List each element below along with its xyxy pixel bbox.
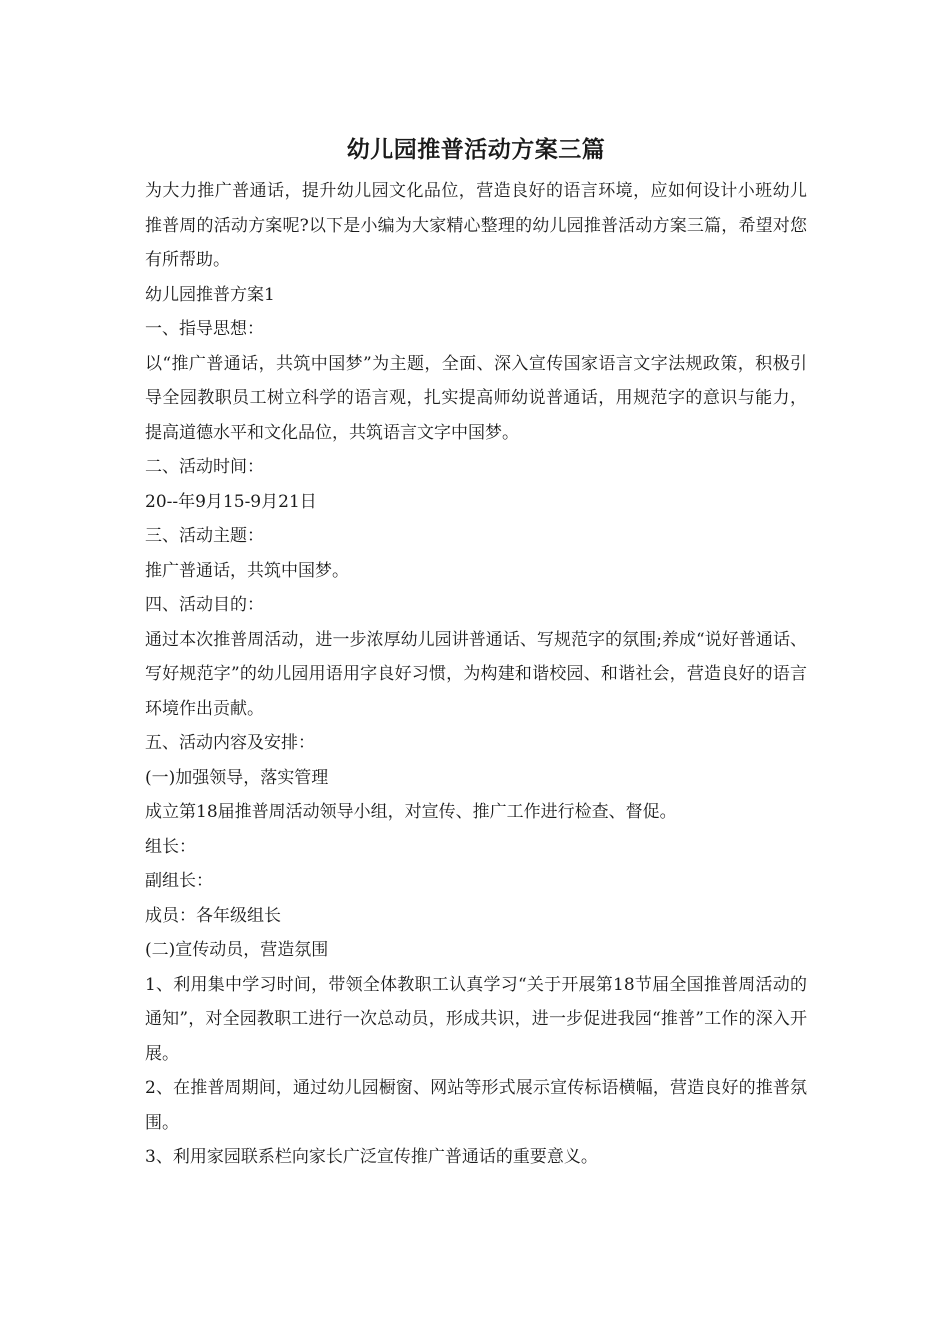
heading-activity-content: 五、活动内容及安排：: [145, 733, 315, 753]
subheading-leadership: (一)加强领导，落实管理: [145, 767, 329, 788]
paragraph-guiding-ideology: 以“推广普通话，共筑中国梦”为主题，全面、深入宣传国家语言文字法规政策，积极引导全园教职员工树立科学的语言观，扎实提高师幼说普通话，用规范字的意识与能力，提高道德水平和文化品位，共筑语言文字中国梦。: [145, 353, 807, 443]
paragraph-activity-time: 20--年9月15-9月21日: [145, 491, 317, 512]
line-group-leader: 组长：: [145, 836, 196, 857]
heading-activity-theme: 三、活动主题：: [145, 526, 264, 546]
paragraph-activity-theme: 推广普通话，共筑中国梦。: [145, 560, 349, 581]
document-title: 幼儿园推普活动方案三篇: [346, 136, 606, 163]
heading-activity-purpose: 四、活动目的：: [145, 595, 264, 615]
subheading-publicity: (二)宣传动员，营造氛围: [145, 940, 329, 960]
list-item-1: 1、利用集中学习时间，带领全体教职工认真学习“关于开展第18节届全国推普周活动的通知”，对全园教职工进行一次总动员，形成共识，进一步促进我园“推普”工作的深入开展。: [145, 974, 807, 1064]
paragraph-intro: 为大力推广普通话，提升幼儿园文化品位，营造良好的语言环境，应如何设计小班幼儿推普周的活动方案呢?以下是小编为大家精心整理的幼儿园推普活动方案三篇，希望对您有所帮助。: [145, 181, 807, 270]
section-heading-plan-1: 幼儿园推普方案1: [145, 284, 275, 305]
line-members: 成员：各年级组长: [145, 905, 281, 926]
paragraph-activity-purpose: 通过本次推普周活动，进一步浓厚幼儿园讲普通话、写规范字的氛围;养成“说好普通话、写好规范字”的幼儿园用语用字良好习惯，为构建和谐校园、和谐社会，营造良好的语言环境作出贡献。: [145, 629, 807, 719]
heading-activity-time: 二、活动时间：: [145, 457, 264, 477]
list-item-3: 3、利用家园联系栏向家长广泛宣传推广普通话的重要意义。: [145, 1147, 598, 1167]
line-deputy-leader: 副组长：: [145, 871, 213, 891]
heading-guiding-ideology: 一、指导思想：: [145, 319, 264, 339]
list-item-2: 2、在推普周期间，通过幼儿园橱窗、网站等形式展示宣传标语横幅，营造良好的推普氛围。: [145, 1078, 807, 1133]
paragraph-leadership-group: 成立第18届推普周活动领导小组，对宣传、推广工作进行检查、督促。: [145, 802, 677, 822]
document-body: [145, 174, 807, 1175]
document-page: [145, 128, 807, 1175]
